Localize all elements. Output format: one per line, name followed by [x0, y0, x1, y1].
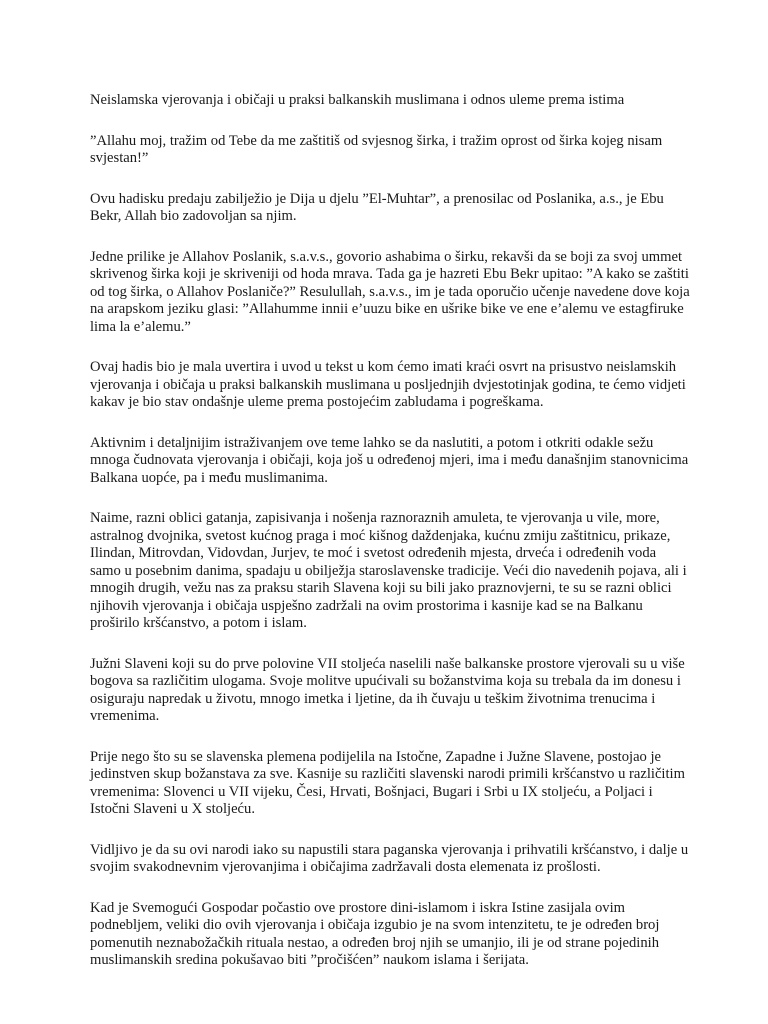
paragraph-dua-quote: ”Allahu moj, tražim od Tebe da me zaštitiš od svjesnog širka, i tražim oprost od širka kojeg nisam svjestan!”: [90, 132, 663, 166]
paragraph-pagan-remnants: Vidljivo je da su ovi narodi iako su napustili stara paganska vjerovanja i prihvatili kršćanstvo, i dalje u svojim svakodnevnim vjerovanjima i običajima zadržavali dosta elemenata iz prošlosti.: [90, 841, 689, 875]
paragraph-research: Aktivnim i detaljnijim istraživanjem ove teme lahko se da naslutiti, a potom i otkriti odakle sežu mnoga čudnovata vjerovanja i običaji, koja još u određenoj mjeri, ima i među današnjim stanovnicima Balkana uopće, pa i među muslimanima.: [90, 434, 689, 486]
document-title: Neislamska vjerovanja i običaji u praksi balkanskih muslimana i odnos uleme prema istima: [90, 92, 625, 108]
document-page: [90, 92, 690, 993]
paragraph-islam-arrival: Kad je Svemogući Gospodar počastio ove prostore dini-islamom i iskra Istine zasijala ovim podnebljem, veliki dio ovih vjerovanja i običaja izgubio je na svom intenzitetu, te je određen broj pomenutih neznabožačkih rituala nestao, a određen broj njih se umanjio, ili je od strane pojedinih muslimanskih sredina pokušavao biti ”pročišćen” naukom islama i šerijata.: [90, 899, 660, 968]
paragraph-introduction: Ovaj hadis bio je mala uvertira i uvod u tekst u kom ćemo imati kraći osvrt na prisustvo neislamskih vjerovanja i običaja u praksi balkanskih muslimana u posljednjih dvjestotinjak godina, te ćemo vidjeti kakav je bio stav ondašnje uleme prema postojećim zabludama i pogreškama.: [90, 359, 686, 410]
paragraph-south-slavs: Južni Slaveni koji su do prve polovine VII stoljeća naselili naše balkanske prostore vjerovali su u više bogova sa različitim ulogama. Svoje molitve upućivali su božanstvima koja su trebala da im donesu i osiguraju napredak u životu, mnogo imetka i ljetine, da ih čuvaju u teškim životnima trenucima i vremenima.: [90, 655, 685, 724]
paragraph-slavic-traditions: Naime, razni oblici gatanja, zapisivanja i nošenja raznoraznih amuleta, te vjerovanja u vile, more, astralnog dvojnika, svetost kućnog praga i moć kišnog daždenjaka, kućnu zmiju zaštitnicu, prikaze, Ilindan, Mitrovdan, Vidovdan, Jurjev, te moć i svetost određenih mjesta, drveća i određenih voda samo u posebnim danima, spadaju u obilježja staroslavenske tradicije. Veći dio navedenih pojava, ali i mnogih drugih, vežu nas za praksu starih Slavena koji su bili jako praznovjerni, te su se razni oblici njihovih vjerovanja i običaja uspješno zadržali na ovim prostorima i kasnije kad se na Balkanu proširilo kršćanstvo, a potom i islam.: [90, 510, 687, 631]
paragraph-hadith-source: Ovu hadisku predaju zabilježio je Dija u djelu ”El-Muhtar”, a prenosilac od Poslanika, a.s., je Ebu Bekr, Allah bio zadovoljan sa njim.: [90, 190, 664, 224]
paragraph-hadith-context: Jedne prilike je Allahov Poslanik, s.a.v.s., govorio ashabima o širku, rekavši da se boji za svoj ummet skrivenog širka koji je skriveniji od hoda mrava. Tada ga je hazreti Ebu Bekr upitao: ”A kako se zaštiti od tog širka, o Allahov Poslaniče?” Resulullah, s.a.v.s., im je tada oporučio učenje navedene dove koja na arapskom jeziku glasi: ”Allahumme innii e’uuzu bike en ušrike bike ve ene e’alemu ve estagfiruke lima la e’alemu.”: [90, 248, 690, 335]
paragraph-christianization: Prije nego što su se slavenska plemena podijelila na Istočne, Zapadne i Južne Slavene, postojao je jedinstven skup božanstava za sve. Kasnije su različiti slavenski narodi primili kršćanstvo u različitim vremenima: Slovenci u VII vijeku, Česi, Hrvati, Bošnjaci, Bugari i Srbi u IX stoljeću, a Poljaci i Istočni Slaveni u X stoljeću.: [90, 748, 685, 817]
